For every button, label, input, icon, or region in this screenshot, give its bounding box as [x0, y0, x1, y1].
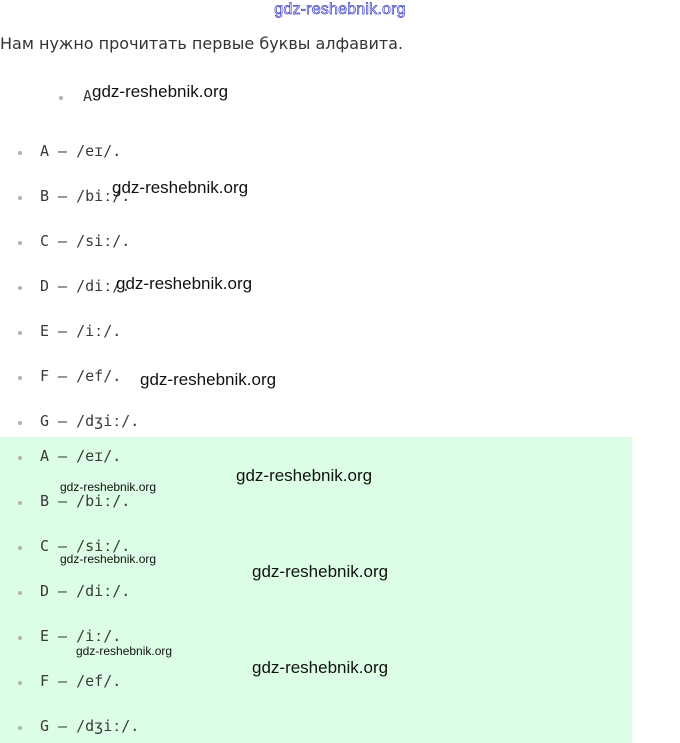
- watermark-text: gdz-reshebnik.org: [116, 274, 253, 293]
- list-2-item: D — /diː/.: [40, 582, 131, 600]
- list-1-item: B — /biː/.: [40, 187, 131, 205]
- list-2-bullet: [18, 636, 22, 640]
- list-2-bullet: [18, 501, 22, 505]
- list-2-bullet: [18, 546, 22, 550]
- list-2-bullet: [18, 681, 22, 685]
- list-1-bullet: [18, 331, 22, 335]
- list-2-bullet: [18, 726, 22, 730]
- watermark-text: gdz-reshebnik.org: [236, 466, 373, 485]
- watermark-text: gdz-reshebnik.org: [60, 480, 157, 494]
- nested-list-item: A: [83, 87, 93, 105]
- list-1-bullet: [18, 376, 22, 380]
- site-watermark-header: gdz-reshebnik.org: [274, 1, 406, 18]
- watermark-text: gdz-reshebnik.org: [140, 370, 277, 389]
- list-2-item: E — /iː/.: [40, 627, 122, 645]
- list-1-bullet: [18, 421, 22, 425]
- list-1-item: G — /dʒiː/.: [40, 412, 140, 430]
- list-2-item: G — /dʒiː/.: [40, 717, 140, 735]
- list-2-item: F — /ef/.: [40, 672, 122, 690]
- list-2-bullet: [18, 456, 22, 460]
- list-1-bullet: [18, 286, 22, 290]
- watermark-text: gdz-reshebnik.org: [252, 562, 389, 581]
- list-1-item: E — /iː/.: [40, 322, 122, 340]
- list-1-bullet: [18, 151, 22, 155]
- watermark-text: gdz-reshebnik.org: [252, 658, 389, 677]
- list-2-item: C — /siː/.: [40, 537, 131, 555]
- watermark-text: gdz-reshebnik.org: [76, 644, 173, 658]
- watermark-text: gdz-reshebnik.org: [112, 178, 249, 197]
- list-2-item: B — /biː/.: [40, 492, 131, 510]
- list-2-item: A — /eɪ/.: [40, 447, 122, 465]
- list-1-bullet: [18, 196, 22, 200]
- list-1-item: A — /eɪ/.: [40, 142, 122, 160]
- list-2-bullet: [18, 591, 22, 595]
- intro-text: Нам нужно прочитать первые буквы алфавита.: [0, 34, 404, 53]
- nested-bullet: [59, 96, 63, 100]
- watermark-text: gdz-reshebnik.org: [92, 82, 229, 101]
- list-1-item: D — /diː/.: [40, 277, 131, 295]
- list-1-bullet: [18, 241, 22, 245]
- list-1-item: F — /ef/.: [40, 367, 122, 385]
- list-1-item: C — /siː/.: [40, 232, 131, 250]
- watermark-text: gdz-reshebnik.org: [60, 552, 157, 566]
